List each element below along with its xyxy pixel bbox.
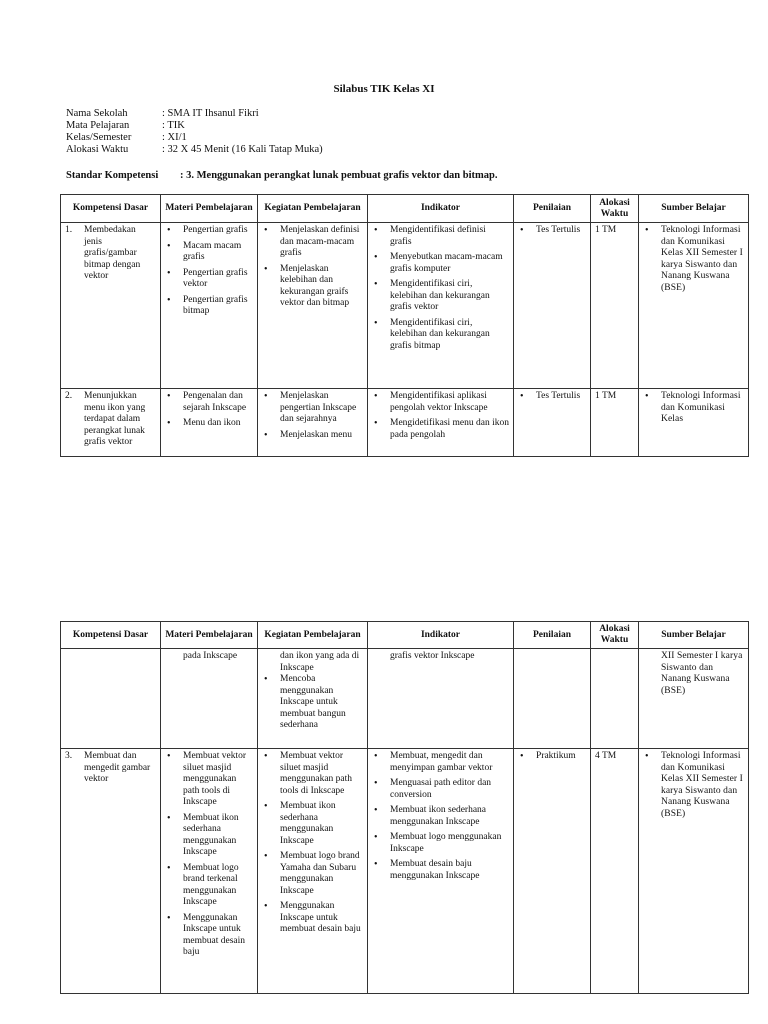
header-alokasi: Alokasi Waktu	[591, 622, 639, 649]
table-row	[61, 749, 749, 994]
list-item: • Membuat vektor siluet masjid menggunakan path tools di Inkscape	[262, 751, 363, 797]
list-item: • Teknologi Informasi dan Komunikasi Kelas XII Semester I karya Siswanto dan Nanang Kuswana (BSE)	[643, 751, 744, 820]
list-item: • Menjelaskan pengertian Inkscape dan sejarahnya	[262, 391, 363, 426]
list-item: • Mengidentifikasi ciri, kelebihan dan kekurangan grafis vektor	[372, 279, 509, 314]
list-item: • Menjelaskan definisi dan macam-macam grafis	[262, 225, 363, 260]
table-header-row	[61, 195, 749, 223]
cell-sumber	[639, 389, 749, 457]
list-item: • Menjelaskan menu	[262, 430, 363, 442]
cell-alokasi: 4 TM	[591, 749, 639, 994]
cell-penilaian	[514, 223, 591, 389]
table-row	[61, 389, 749, 457]
cell-materi: pada Inkscape	[161, 649, 258, 749]
list-item: • Membuat ikon sederhana menggunakan Inkscape	[372, 805, 509, 828]
list-item: • Macam macam grafis	[165, 241, 253, 264]
list-item: • Membuat ikon sederhana menggunakan Inkscape	[262, 801, 363, 847]
header-penilaian: Penilaian	[514, 622, 591, 649]
list-item: • Tes Tertulis	[518, 391, 586, 403]
header-indikator: Indikator	[368, 195, 514, 223]
cell-alokasi: 1 TM	[591, 223, 639, 389]
header-alokasi: Alokasi Waktu	[591, 195, 639, 223]
list-item: • Membuat ikon sederhana menggunakan Inkscape	[165, 813, 253, 859]
list-item: • Mengidentifikasi ciri, kelebihan dan kekurangan grafis bitmap	[372, 318, 509, 353]
list-item: • Mengidetifikasi menu dan ikon pada pengolah	[372, 418, 509, 441]
list-item: • Pengertian grafis bitmap	[165, 295, 253, 318]
table-header-row	[61, 622, 749, 649]
list-item: • Pengenalan dan sejarah Inkscape	[165, 391, 253, 414]
cell-penilaian	[514, 749, 591, 994]
cell-penilaian	[514, 649, 591, 749]
header-kegiatan: Kegiatan Pembelajaran	[258, 622, 368, 649]
cell-indikator	[368, 223, 514, 389]
cell-indikator	[368, 389, 514, 457]
list-item: • Menyebutkan macam-macam grafis komputer	[372, 252, 509, 275]
cell-materi	[161, 749, 258, 994]
cell-sumber	[639, 749, 749, 994]
list-item: • Menggunakan Inkscape untuk membuat desain baju	[262, 901, 363, 936]
list-item: • Menjelaskan kelebihan dan kekurangan graifs vektor dan bitmap	[262, 264, 363, 310]
school-info	[66, 108, 323, 156]
header-penilaian: Penilaian	[514, 195, 591, 223]
cell-kegiatan: dan ikon yang ada di Inkscape • Mencoba menggunakan Inkscape untuk membuat bangun sederhana	[258, 649, 368, 749]
list-item: • Praktikum	[518, 751, 586, 763]
table-row	[61, 649, 749, 749]
info-row-time: Alokasi Waktu : 32 X 45 Menit (16 Kali Tatap Muka)	[66, 144, 323, 155]
cell-alokasi	[591, 649, 639, 749]
header-materi: Materi Pembelajaran	[161, 195, 258, 223]
list-item: • Membuat, mengedit dan menyimpan gambar vektor	[372, 751, 509, 774]
table-row	[61, 223, 749, 389]
list-item: • Teknologi Informasi dan Komunikasi Kelas XII Semester I karya Siswanto dan Nanang Kuswana (BSE)	[643, 225, 744, 294]
header-indikator: Indikator	[368, 622, 514, 649]
header-sumber: Sumber Belajar	[639, 622, 749, 649]
cell-kd	[61, 649, 161, 749]
list-item: • Membuat logo menggunakan Inkscape	[372, 832, 509, 855]
syllabus-table-2	[60, 621, 749, 994]
list-item: • Menu dan ikon	[165, 418, 253, 430]
cell-indikator	[368, 749, 514, 994]
list-item: • Menggunakan Inkscape untuk membuat desain baju	[165, 913, 253, 959]
list-item: • Mengidentifikasi aplikasi pengolah vektor Inkscape	[372, 391, 509, 414]
list-item: • Pengertian grafis	[165, 225, 253, 237]
cell-materi	[161, 223, 258, 389]
list-item: • Membuat logo brand terkenal menggunakan Inkscape	[165, 863, 253, 909]
list-item: • Menguasai path editor dan conversion	[372, 778, 509, 801]
list-item: • Teknologi Informasi dan Komunikasi Kelas	[643, 391, 744, 426]
syllabus-table-1	[60, 194, 749, 457]
cell-indikator: grafis vektor Inkscape	[368, 649, 514, 749]
cell-sumber: XII Semester I karya Siswanto dan Nanang Kuswana (BSE)	[639, 649, 749, 749]
list-item: • Mencoba menggunakan Inkscape untuk membuat bangun sederhana	[262, 674, 363, 732]
list-item: • Pengertian grafis vektor	[165, 268, 253, 291]
cell-kegiatan	[258, 749, 368, 994]
header-kegiatan: Kegiatan Pembelajaran	[258, 195, 368, 223]
standar-kompetensi: Standar Kompetensi : 3. Menggunakan perangkat lunak pembuat grafis vektor dan bitmap.	[66, 170, 498, 181]
info-row-school: Nama Sekolah : SMA IT Ihsanul Fikri	[66, 108, 259, 119]
cell-kd: 1. Membedakan jenis grafis/gambar bitmap dengan vektor	[61, 223, 161, 389]
cell-kegiatan	[258, 223, 368, 389]
cell-kd: 3. Membuat dan mengedit gambar vektor	[61, 749, 161, 994]
header-sumber: Sumber Belajar	[639, 195, 749, 223]
header-kd: Kompetensi Dasar	[61, 195, 161, 223]
list-item: • Membuat vektor siluet masjid menggunakan path tools di Inkscape	[165, 751, 253, 809]
cell-materi	[161, 389, 258, 457]
cell-alokasi: 1 TM	[591, 389, 639, 457]
cell-penilaian	[514, 389, 591, 457]
list-item: • Mengidentifikasi definisi grafis	[372, 225, 509, 248]
list-item: • Membuat logo brand Yamaha dan Subaru menggunakan Inkscape	[262, 851, 363, 897]
list-item: • Tes Tertulis	[518, 225, 586, 237]
info-row-class: Kelas/Semester : XI/1	[66, 132, 187, 143]
cell-kegiatan	[258, 389, 368, 457]
info-row-subject: Mata Pelajaran : TIK	[66, 120, 185, 131]
header-materi: Materi Pembelajaran	[161, 622, 258, 649]
page-title: Silabus TIK Kelas XI	[333, 83, 435, 95]
header-kd: Kompetensi Dasar	[61, 622, 161, 649]
cell-sumber	[639, 223, 749, 389]
list-item: • Membuat desain baju menggunakan Inkscape	[372, 859, 509, 882]
cell-kd: 2. Menunjukkan menu ikon yang terdapat dalam perangkat lunak grafis vektor	[61, 389, 161, 457]
